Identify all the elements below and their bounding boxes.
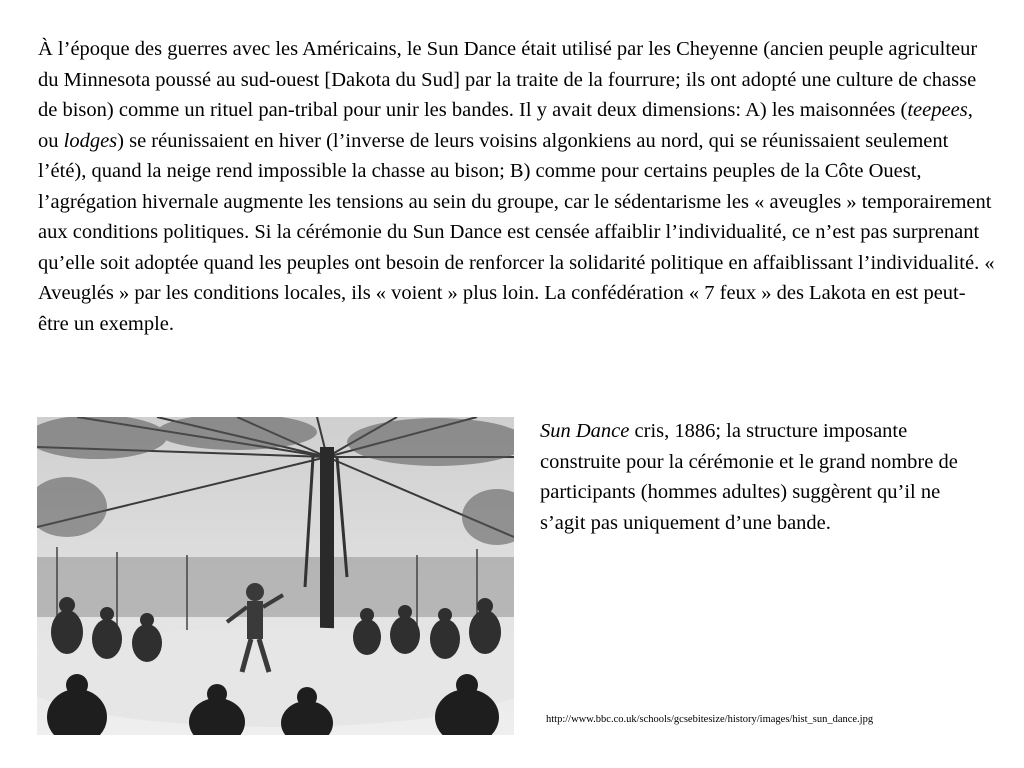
caption-text: cris, 1886; la structure imposante construite pour la cérémonie et le grand nombre de participants (hommes adultes) suggèrent qu’il ne s’agit pas uniquement d’une bande. [540, 420, 958, 534]
lodges-term: lodges [63, 129, 118, 152]
teepees-term: teepees [907, 99, 968, 121]
main-text-part-3: ) se réunissaient en hiver (l’inverse de leurs voisins algonkiens au nord, qui se réunissaient seulement l’été), quand la neige rend impossible la chasse au bison; B) comme pour certains peuples de la Côte Ouest, l’agrégation hivernale augmente les tensions au sein du groupe, car le sédentarisme les « aveugles » temporairement aux conditions politiques. Si la cérémonie du Sun Dance est censée affaiblir l’individualité, ce n’est pas surprenant qu’elle soit adoptée quand les peuples ont besoin de renforcer la solidarité politique en affaiblissant l’individualité. « Aveuglés » par les conditions locales, ils « voient » plus loin. La confédération « 7 feux » des Lakota en est peut-être un exemple. [38, 129, 995, 335]
image-caption [540, 416, 980, 538]
source-url: http://www.bbc.co.uk/schools/gcsebitesize/history/images/hist_sun_dance.jpg [546, 714, 874, 725]
sun-dance-engraving [37, 417, 514, 735]
caption-title: Sun Dance [540, 420, 630, 442]
main-text-part-1: À l’époque des guerres avec les Américains, le Sun Dance était utilisé par les Cheyenne (ancien peuple agriculteur du Minnesota poussé au sud-ouest [Dakota du Sud] par la traite de la fourrure; ils ont adopté une culture de chasse de bison) comme un rituel pan-tribal pour unir les bandes. Il y avait deux dimensions: A) les maisonnées ( [38, 38, 978, 121]
main-paragraph [38, 34, 996, 339]
main-text-part-2: , ou [38, 99, 973, 152]
